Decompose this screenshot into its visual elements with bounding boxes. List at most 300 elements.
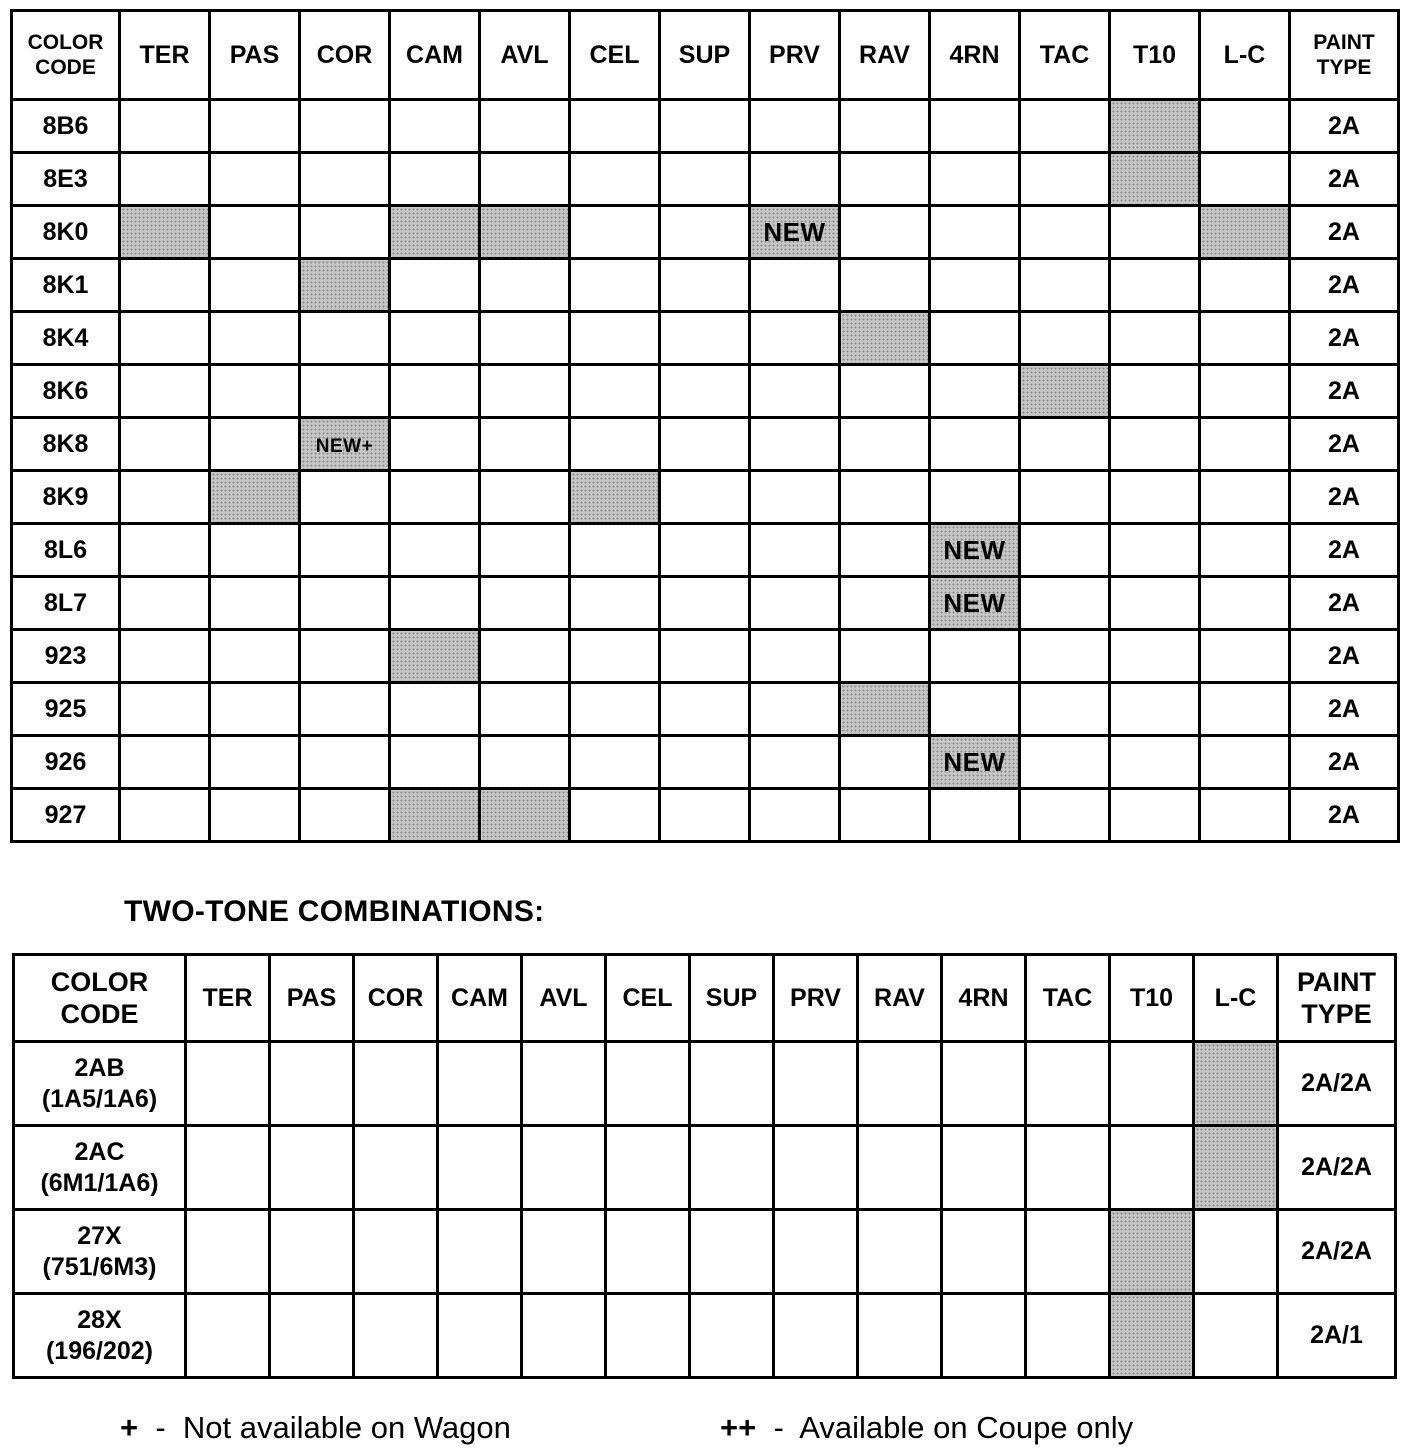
empty-cell [438,1042,522,1126]
empty-cell [1020,577,1110,630]
empty-cell [750,418,840,471]
empty-cell [570,365,660,418]
two-tone-paint-type-cell: 2A/2A [1278,1126,1396,1210]
shaded-availability-cell [1110,1294,1194,1378]
two-tone-paint-type-cell: 2A/2A [1278,1210,1396,1294]
empty-cell [1110,524,1200,577]
two-tone-color-code-header-line-2: CODE [60,999,139,1029]
column-header-rav: RAV [840,11,930,100]
two-tone-code: 27X [77,1221,122,1250]
empty-cell [1110,1126,1194,1210]
paint-type-cell: 2A [1290,418,1399,471]
empty-cell [1200,365,1290,418]
empty-cell [390,471,480,524]
empty-cell [300,683,390,736]
empty-cell [606,1042,690,1126]
empty-cell [522,1294,606,1378]
empty-cell [660,524,750,577]
empty-cell [606,1210,690,1294]
two-tone-column-header-4rn: 4RN [942,955,1026,1042]
color-code-cell: 8L7 [12,577,120,630]
empty-cell [210,259,300,312]
shaded-availability-cell [1194,1042,1278,1126]
empty-cell [210,789,300,842]
empty-cell [930,153,1020,206]
empty-cell [930,471,1020,524]
paint-type-cell: 2A [1290,789,1399,842]
empty-cell [522,1042,606,1126]
empty-cell [1020,789,1110,842]
color-code-cell: 8B6 [12,100,120,153]
empty-cell [1200,259,1290,312]
empty-cell [300,100,390,153]
legend-symbol-double-plus: ++ [720,1410,757,1445]
empty-cell [1110,736,1200,789]
empty-cell [660,471,750,524]
empty-cell [480,100,570,153]
empty-cell [1026,1042,1110,1126]
table-row [12,577,1399,630]
empty-cell [942,1126,1026,1210]
empty-cell [186,1294,270,1378]
color-code-cell: 926 [12,736,120,789]
empty-cell [660,259,750,312]
empty-cell [300,206,390,259]
empty-cell [750,471,840,524]
empty-cell [1200,683,1290,736]
color-code-cell: 8K0 [12,206,120,259]
two-tone-row [14,1126,1396,1210]
color-code-cell: 923 [12,630,120,683]
two-tone-paint-type-header [1278,955,1396,1042]
empty-cell [930,365,1020,418]
two-tone-column-header-cam: CAM [438,955,522,1042]
empty-cell [570,577,660,630]
column-header-cam: CAM [390,11,480,100]
empty-cell [438,1126,522,1210]
column-header-ter: TER [120,11,210,100]
column-header-avl: AVL [480,11,570,100]
table-row [12,524,1399,577]
header-row [12,11,1399,100]
empty-cell [210,630,300,683]
empty-cell [1110,683,1200,736]
empty-cell [930,100,1020,153]
empty-cell [1020,206,1110,259]
two-tone-color-code-header-line-1: COLOR [50,967,149,997]
color-code-cell: 8E3 [12,153,120,206]
empty-cell [840,206,930,259]
empty-cell [690,1126,774,1210]
empty-cell [120,736,210,789]
empty-cell [660,153,750,206]
column-header-sup: SUP [660,11,750,100]
empty-cell [1200,153,1290,206]
empty-cell [210,418,300,471]
empty-cell [438,1294,522,1378]
legend-item-not-on-wagon: + - Not available on Wagon [120,1410,511,1445]
table-row [12,259,1399,312]
paint-type-cell: 2A [1290,471,1399,524]
empty-cell [390,153,480,206]
empty-cell [660,789,750,842]
empty-cell [1020,683,1110,736]
empty-cell [1200,471,1290,524]
legend-item-coupe-only: ++ - Available on Coupe only [720,1410,1134,1445]
color-code-cell: 8L6 [12,524,120,577]
empty-cell [1020,524,1110,577]
empty-cell [1200,312,1290,365]
empty-cell [750,736,840,789]
two-tone-column-header-tac: TAC [1026,955,1110,1042]
shaded-availability-cell [300,259,390,312]
empty-cell [480,577,570,630]
empty-cell [750,577,840,630]
empty-cell [120,524,210,577]
empty-cell [840,524,930,577]
two-tone-row [14,1294,1396,1378]
empty-cell [660,312,750,365]
two-tone-color-code-header [14,955,186,1042]
table-row [12,418,1399,471]
empty-cell [480,153,570,206]
two-tone-column-header-ter: TER [186,955,270,1042]
empty-cell [570,789,660,842]
paint-type-header-line-2: TYPE [1316,56,1372,79]
color-code-cell: 925 [12,683,120,736]
empty-cell [354,1126,438,1210]
empty-cell [774,1126,858,1210]
two-tone-code: 28X [77,1305,122,1334]
shaded-availability-cell [390,789,480,842]
paint-type-cell: 2A [1290,683,1399,736]
shaded-availability-cell [210,471,300,524]
empty-cell [186,1210,270,1294]
shaded-availability-cell [840,312,930,365]
empty-cell [270,1294,354,1378]
empty-cell [750,630,840,683]
column-header-cel: CEL [570,11,660,100]
empty-cell [1110,312,1200,365]
empty-cell [606,1126,690,1210]
empty-cell [750,100,840,153]
column-header-t10: T10 [1110,11,1200,100]
color-code-cell: 8K8 [12,418,120,471]
empty-cell [300,736,390,789]
empty-cell [300,630,390,683]
table-row [12,630,1399,683]
empty-cell [660,577,750,630]
two-tone-code-cell [14,1042,186,1126]
empty-cell [1194,1210,1278,1294]
empty-cell [750,365,840,418]
empty-cell [438,1210,522,1294]
paint-type-cell: 2A [1290,312,1399,365]
empty-cell [270,1126,354,1210]
empty-cell [570,259,660,312]
empty-cell [942,1210,1026,1294]
new-label: NEW [943,587,1006,618]
empty-cell [858,1126,942,1210]
two-tone-section-title: TWO-TONE COMBINATIONS: [124,895,545,928]
empty-cell [840,630,930,683]
empty-cell [300,524,390,577]
color-code-cell: 8K1 [12,259,120,312]
empty-cell [480,365,570,418]
two-tone-column-header-sup: SUP [690,955,774,1042]
empty-cell [1026,1294,1110,1378]
empty-cell [390,418,480,471]
empty-cell [300,153,390,206]
empty-cell [120,418,210,471]
color-availability-table [10,9,1400,843]
empty-cell [1200,418,1290,471]
shaded-availability-cell [480,206,570,259]
empty-cell [390,100,480,153]
table-row [12,206,1399,259]
paint-type-cell: 2A [1290,577,1399,630]
empty-cell [774,1294,858,1378]
two-tone-column-header-cel: CEL [606,955,690,1042]
empty-cell [300,312,390,365]
empty-cell [210,524,300,577]
empty-cell [522,1210,606,1294]
table-row [12,312,1399,365]
empty-cell [1200,524,1290,577]
empty-cell [390,683,480,736]
paint-type-cell: 2A [1290,630,1399,683]
table-row [12,789,1399,842]
empty-cell [1110,577,1200,630]
empty-cell [120,577,210,630]
paint-type-cell: 2A [1290,365,1399,418]
column-header-pas: PAS [210,11,300,100]
empty-cell [660,100,750,153]
empty-cell [930,312,1020,365]
empty-cell [930,259,1020,312]
empty-cell [210,683,300,736]
empty-cell [1020,471,1110,524]
empty-cell [930,789,1020,842]
empty-cell [1110,630,1200,683]
new-availability-cell [930,736,1020,789]
empty-cell [840,153,930,206]
empty-cell [840,100,930,153]
empty-cell [1026,1210,1110,1294]
two-tone-paint-type-header-line-2: TYPE [1301,999,1372,1029]
shaded-availability-cell [1110,153,1200,206]
empty-cell [930,418,1020,471]
empty-cell [858,1210,942,1294]
column-header-4rn: 4RN [930,11,1020,100]
empty-cell [186,1042,270,1126]
two-tone-column-header-avl: AVL [522,955,606,1042]
empty-cell [750,312,840,365]
color-code-cell: 927 [12,789,120,842]
empty-cell [570,153,660,206]
two-tone-component-codes: (6M1/1A6) [40,1168,159,1197]
empty-cell [858,1042,942,1126]
empty-cell [210,312,300,365]
two-tone-component-codes: (1A5/1A6) [41,1084,158,1113]
two-tone-column-header-prv: PRV [774,955,858,1042]
empty-cell [1194,1294,1278,1378]
empty-cell [930,630,1020,683]
empty-cell [942,1042,1026,1126]
empty-cell [774,1210,858,1294]
empty-cell [120,259,210,312]
color-code-cell: 8K9 [12,471,120,524]
empty-cell [750,683,840,736]
empty-cell [750,789,840,842]
empty-cell [660,736,750,789]
empty-cell [210,736,300,789]
two-tone-column-header-rav: RAV [858,955,942,1042]
empty-cell [120,683,210,736]
empty-cell [390,259,480,312]
empty-cell [1020,418,1110,471]
empty-cell [480,259,570,312]
empty-cell [354,1210,438,1294]
empty-cell [1200,789,1290,842]
color-code-header-line-1: COLOR [27,31,104,54]
empty-cell [858,1294,942,1378]
empty-cell [1020,630,1110,683]
empty-cell [750,259,840,312]
empty-cell [750,524,840,577]
new-label: NEW+ [315,435,374,457]
empty-cell [522,1126,606,1210]
empty-cell [390,577,480,630]
column-header-tac: TAC [1020,11,1110,100]
shaded-availability-cell [1110,100,1200,153]
new-availability-cell [300,418,390,471]
two-tone-row [14,1042,1396,1126]
shaded-availability-cell [390,630,480,683]
empty-cell [120,365,210,418]
empty-cell [1020,153,1110,206]
empty-cell [120,789,210,842]
two-tone-column-header-t10: T10 [1110,955,1194,1042]
shaded-availability-cell [390,206,480,259]
empty-cell [1020,312,1110,365]
shaded-availability-cell [1200,206,1290,259]
empty-cell [480,418,570,471]
empty-cell [690,1210,774,1294]
legend-text-coupe-only: Available on Coupe only [799,1410,1134,1445]
empty-cell [660,630,750,683]
color-code-header [12,11,120,100]
empty-cell [1200,630,1290,683]
empty-cell [270,1210,354,1294]
color-code-cell: 8K6 [12,365,120,418]
two-tone-paint-type-header-line-1: PAINT [1297,967,1376,997]
new-availability-cell [750,206,840,259]
two-tone-code: 2AC [74,1137,125,1166]
empty-cell [120,153,210,206]
shaded-availability-cell [1110,1210,1194,1294]
paint-type-cell: 2A [1290,100,1399,153]
shaded-availability-cell [840,683,930,736]
two-tone-paint-type-cell: 2A/1 [1278,1294,1396,1378]
empty-cell [1110,365,1200,418]
color-code-cell: 8K4 [12,312,120,365]
empty-cell [840,736,930,789]
empty-cell [570,206,660,259]
empty-cell [660,206,750,259]
empty-cell [942,1294,1026,1378]
empty-cell [186,1126,270,1210]
empty-cell [300,789,390,842]
empty-cell [840,259,930,312]
empty-cell [840,365,930,418]
empty-cell [1110,1042,1194,1126]
empty-cell [390,312,480,365]
new-label: NEW [763,216,826,247]
new-availability-cell [930,524,1020,577]
column-header-prv: PRV [750,11,840,100]
shaded-availability-cell [570,471,660,524]
two-tone-row [14,1210,1396,1294]
new-availability-cell [930,577,1020,630]
table-row [12,100,1399,153]
two-tone-column-header-l-c: L-C [1194,955,1278,1042]
empty-cell [120,630,210,683]
empty-cell [660,683,750,736]
two-tone-code-cell [14,1294,186,1378]
empty-cell [570,683,660,736]
empty-cell [840,577,930,630]
empty-cell [210,100,300,153]
empty-cell [1020,100,1110,153]
two-tone-column-header-cor: COR [354,955,438,1042]
table-row [12,471,1399,524]
empty-cell [570,736,660,789]
empty-cell [210,577,300,630]
empty-cell [300,365,390,418]
empty-cell [1020,259,1110,312]
table-row [12,365,1399,418]
empty-cell [210,153,300,206]
paint-type-cell: 2A [1290,259,1399,312]
empty-cell [480,683,570,736]
empty-cell [1110,259,1200,312]
empty-cell [270,1042,354,1126]
shaded-availability-cell [1020,365,1110,418]
empty-cell [354,1042,438,1126]
empty-cell [1110,789,1200,842]
empty-cell [570,630,660,683]
legend-text-not-on-wagon: Not available on Wagon [182,1410,511,1445]
two-tone-paint-type-cell: 2A/2A [1278,1042,1396,1126]
shaded-availability-cell [1194,1126,1278,1210]
paint-type-cell: 2A [1290,524,1399,577]
color-code-header-line-2: CODE [35,56,96,79]
empty-cell [1200,100,1290,153]
empty-cell [840,418,930,471]
two-tone-header-row [14,955,1396,1042]
paint-type-header [1290,11,1399,100]
empty-cell [570,524,660,577]
new-label: NEW [943,534,1006,565]
empty-cell [300,577,390,630]
empty-cell [606,1294,690,1378]
empty-cell [930,683,1020,736]
two-tone-table [12,953,1397,1379]
empty-cell [210,206,300,259]
empty-cell [570,418,660,471]
empty-cell [480,471,570,524]
